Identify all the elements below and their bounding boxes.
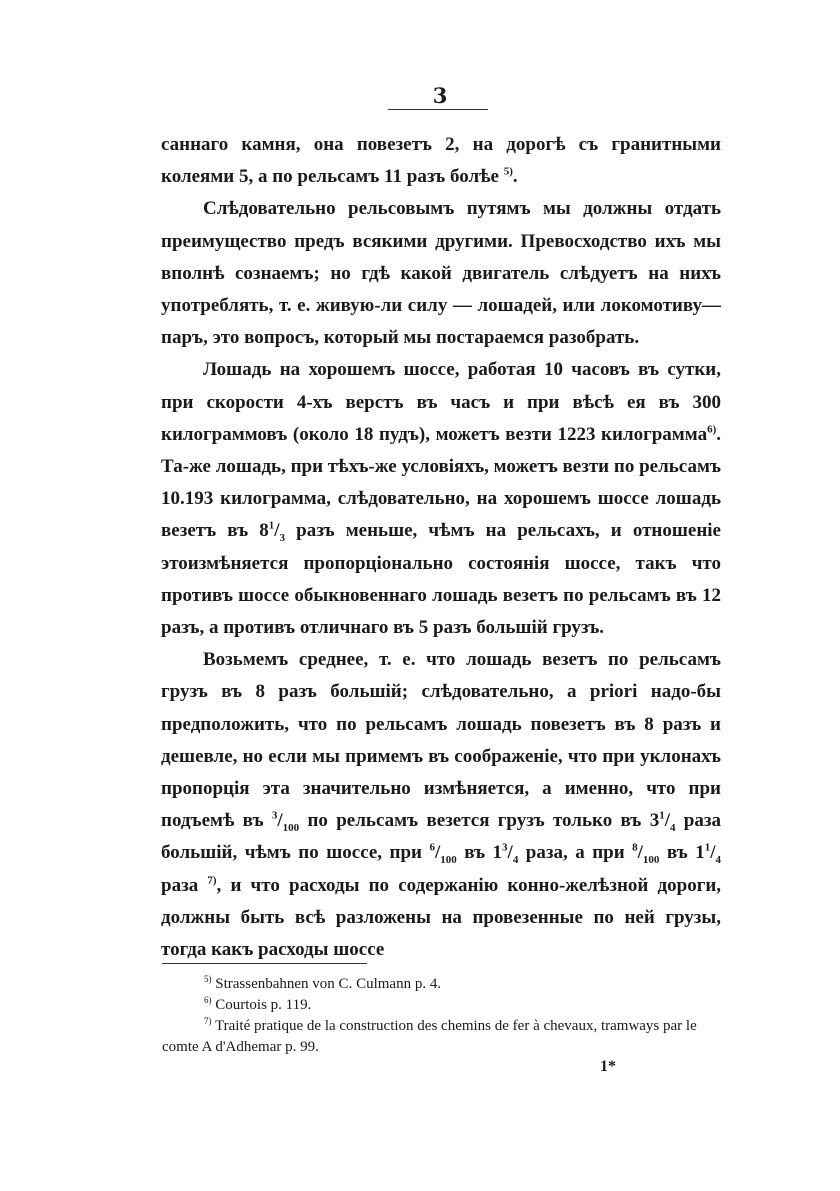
footnote-5 — [162, 974, 722, 995]
p1-text-1: саннаго камня, она повезетъ 2, на дорогѣ съ гранитными колеями 5, а по рельсамъ 11 разъ болѣе — [161, 134, 721, 188]
footnote-ref-7: 7) — [207, 874, 217, 887]
footnote-7 — [162, 1016, 722, 1058]
printer-signature-mark: 1* — [600, 1058, 616, 1075]
page-number: 3 — [432, 83, 448, 108]
fraction-8-100: $^8/_{100}$ — [632, 842, 660, 867]
p3-text-1: Лошадь на хорошемъ шоссе, работая 10 часовъ въ сутки, при скорости 4-хъ верстъ въ часъ и при вѣсѣ ея въ 300 килограммовъ (около 18 пудъ), можетъ везти 1223 килограмма — [161, 359, 721, 445]
fraction-numerator: 1 — [704, 842, 711, 855]
p4-text-1: Возьмемъ среднее, т. е. что лошадь везетъ по рельсамъ грузъ въ 8 разъ большій; слѣдовательно, а priori надо-бы предположить, что по рельсамъ лошадь повезетъ въ 8 разъ и дешевле, но если мы примемъ въ соображеніе, что при уклонахъ пропорція эта значительно измѣняется, а именно, что при подъемѣ въ — [161, 649, 721, 832]
footnote-ref-6: 6) — [707, 423, 717, 436]
fraction-1-4-b: $^1/_4$ — [704, 842, 721, 867]
p4-text-6: въ 1 — [659, 842, 705, 864]
fraction-3-100: $^3/_{100}$ — [271, 809, 300, 835]
footnote-text: Traité pratique de la construction des chemins de fer à chevaux, tramways par le comte A d'Adhemar p. 99. — [162, 1018, 697, 1055]
fraction-denominator: 100 — [282, 822, 300, 835]
fraction-denominator: 100 — [642, 854, 660, 867]
fraction-numerator: 1 — [268, 520, 275, 533]
paragraph-1-continued — [161, 129, 721, 193]
fraction-numerator: 6 — [429, 842, 435, 855]
fraction-denominator: 3 — [279, 532, 286, 545]
p3-text-3: разъ меньше, чѣмъ на рельсахъ, и отношеніе этоизмѣняется пропорціонально состоянія шоссе, такъ что противъ шоссе обыкновеннаго лошадь везетъ по рельсамъ въ 12 разъ, а противъ отличнаго въ 5 разъ большій грузъ. — [161, 520, 721, 639]
paragraph-2: Слѣдовательно рельсовымъ путямъ мы должны отдать преимущество предъ всякими другими. Превосходство ихъ мы вполнѣ сознаемъ; но гдѣ какой двигатель слѣдуетъ на нихъ употреблять, т. е. живую-ли силу — лошадей, или локомотиву—паръ, это вопросъ, который мы постараемся разобрать. — [161, 198, 721, 349]
fraction-numerator: 3 — [271, 809, 278, 822]
fraction-denominator: 4 — [512, 854, 519, 867]
p4-text-4: въ 1 — [456, 842, 503, 864]
fraction-numerator: 3 — [502, 842, 508, 855]
paragraph-3 — [161, 354, 721, 644]
p4-text-3: раза большій, чѣмъ по шоссе, при — [161, 810, 722, 864]
footnote-ref-5: 5) — [503, 165, 513, 178]
fraction-one-third: $^1/_3$ — [268, 520, 286, 545]
footnote-mark: 7) — [204, 1016, 212, 1026]
fraction-6-100: $^6/_{100}$ — [429, 842, 457, 867]
p4-text-8: , и что расходы по содержанію конно-желѣзной дороги, должны быть всѣ разложены на провезенные по ней грузы, тогда какъ расходы шоссе — [161, 874, 722, 961]
fraction-3-4: $^3/_4$ — [502, 842, 519, 867]
fraction-numerator: 8 — [632, 842, 638, 855]
fraction-denominator: 100 — [440, 854, 457, 867]
fraction-1-4: $^1/_4$ — [659, 809, 676, 835]
paragraph-4 — [161, 644, 721, 966]
footnote-mark: 6) — [204, 995, 212, 1005]
footnote-6 — [162, 995, 722, 1016]
p4-text-2: по рельсамъ везется грузъ только въ 3 — [299, 810, 660, 832]
p1-text-2: . — [512, 166, 518, 188]
footnote-rule — [162, 963, 367, 964]
footnote-text: Strassenbahnen von C. Culmann p. 4. — [211, 976, 442, 992]
p4-text-7: раза — [161, 874, 208, 896]
footnote-mark: 5) — [204, 974, 212, 984]
body-text — [161, 129, 721, 966]
footnotes — [162, 974, 722, 1058]
fraction-numerator: 1 — [659, 809, 665, 822]
p4-text-5: раза, а при — [518, 842, 633, 864]
footnote-text: Courtois p. 119. — [211, 997, 312, 1013]
header-rule — [388, 109, 488, 110]
fraction-denominator: 4 — [715, 854, 721, 867]
fraction-denominator: 4 — [669, 822, 676, 835]
p3-text-2: . Та-же лошадь, при тѣхъ-же условіяхъ, можетъ везти по рельсамъ 10.193 килограмма, слѣдовательно, на хорошемъ шоссе лошадь везетъ въ 8 — [161, 423, 721, 542]
